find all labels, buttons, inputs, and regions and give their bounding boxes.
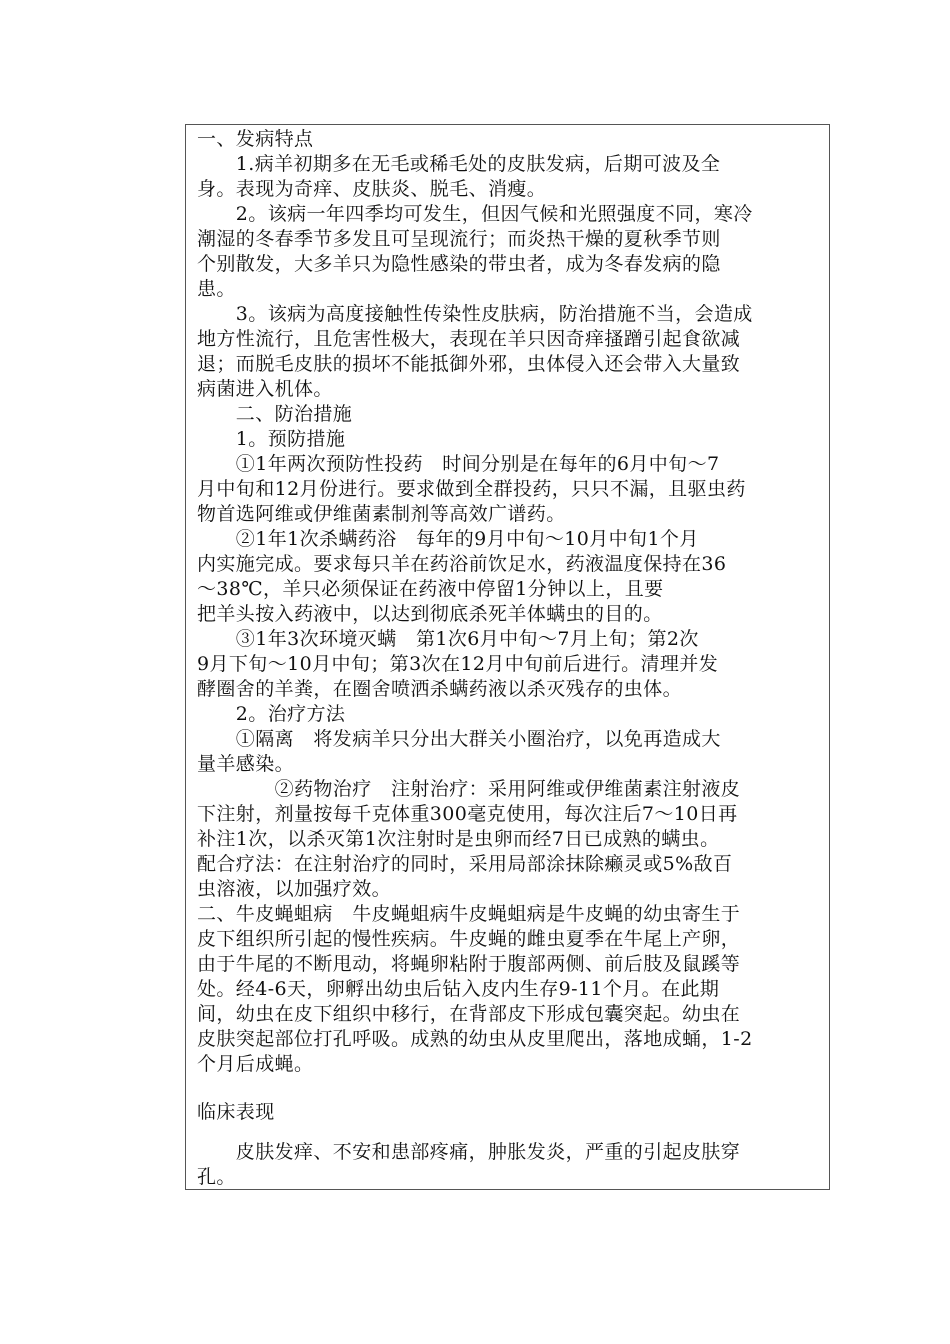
text-line: 量羊感染。 (197, 753, 295, 775)
subsection-heading: 2。治疗方法 (197, 703, 346, 725)
text-line: 配合疗法：在注射治疗的同时，采用局部涂抹除癞灵或5%敌百 (197, 853, 733, 875)
text-line: 由于牛尾的不断甩动，将蝇卵粘附于腹部两侧、前后肢及鼠蹊等 (197, 953, 741, 975)
section-heading: 二、防治措施 (197, 403, 353, 425)
subsection-heading: 1。预防措施 (197, 428, 346, 450)
text-line: 补注1次，以杀灭第1次注射时是虫卵而经7日已成熟的螨虫。 (197, 828, 720, 850)
section-heading: 临床表现 (197, 1101, 275, 1123)
text-line: 处。经4-6天，卵孵出幼虫后钻入皮内生存9-11个月。在此期 (197, 978, 720, 1000)
text-line: ②药物治疗 注射治疗：采用阿维或伊维菌素注射液皮 (197, 778, 741, 800)
text-line: 2。该病一年四季均可发生，但因气候和光照强度不同，寒冷 (197, 203, 753, 225)
text-line: 身。表现为奇痒、皮肤炎、脱毛、消瘦。 (197, 178, 547, 200)
text-line: 病菌进入机体。 (197, 378, 333, 400)
text-line: ～38℃，羊只必须保证在药液中停留1分钟以上，且要 (197, 578, 664, 600)
text-line: ③1年3次环境灭螨 第1次6月中旬～7月上旬；第2次 (197, 628, 699, 650)
text-line: 个月后成蝇。 (197, 1053, 314, 1075)
section-heading-line: 二、牛皮蝇蛆病 牛皮蝇蛆病牛皮蝇蛆病是牛皮蝇的幼虫寄生于 (197, 903, 741, 925)
text-line: 1.病羊初期多在无毛或稀毛处的皮肤发病，后期可波及全 (197, 153, 721, 175)
text-line: ①隔离 将发病羊只分出大群关小圈治疗，以免再造成大 (197, 728, 721, 750)
text-line: 皮肤发痒、不安和患部疼痛，肿胀发炎，严重的引起皮肤穿 (197, 1141, 741, 1163)
text-line: ①1年两次预防性投药 时间分别是在每年的6月中旬～7 (197, 453, 720, 475)
text-line: 潮湿的冬春季节多发且可呈现流行；而炎热干燥的夏秋季节则 (197, 228, 721, 250)
text-line: 地方性流行，且危害性极大，表现在羊只因奇痒搔蹭引起食欲减 (197, 328, 741, 350)
text-line: 9月下旬～10月中旬；第3次在12月中旬前后进行。清理并发 (197, 653, 719, 675)
text-line: 个别散发，大多羊只为隐性感染的带虫者，成为冬春发病的隐 (197, 253, 721, 275)
text-line: 患。 (197, 278, 236, 300)
text-line: 3。该病为高度接触性传染性皮肤病，防治措施不当，会造成 (197, 303, 753, 325)
text-line: 退；而脱毛皮肤的损坏不能抵御外邪，虫体侵入还会带入大量致 (197, 353, 741, 375)
text-line: 酵圈舍的羊粪，在圈舍喷洒杀螨药液以杀灭残存的虫体。 (197, 678, 683, 700)
text-line: 皮下组织所引起的慢性疾病。牛皮蝇的雌虫夏季在牛尾上产卵， (197, 928, 741, 950)
text-line: 间，幼虫在皮下组织中移行，在背部皮下形成包囊突起。幼虫在 (197, 1003, 741, 1025)
text-line: 下注射，剂量按每千克体重300毫克使用，每次注后7～10日再 (197, 803, 738, 825)
text-line: 物首选阿维或伊维菌素制剂等高效广谱药。 (197, 503, 566, 525)
text-line: 孔。 (197, 1166, 236, 1188)
text-line: 皮肤突起部位打孔呼吸。成熟的幼虫从皮里爬出，落地成蛹，1-2 (197, 1028, 753, 1050)
text-line: ②1年1次杀螨药浴 每年的9月中旬～10月中旬1个月 (197, 528, 699, 550)
text-line: 月中旬和12月份进行。要求做到全群投药，只只不漏，且驱虫药 (197, 478, 746, 500)
text-line: 内实施完成。要求每只羊在药浴前饮足水，药液温度保持在36 (197, 553, 727, 575)
text-line: 把羊头按入药液中，以达到彻底杀死羊体螨虫的目的。 (197, 603, 663, 625)
section-heading: 一、发病特点 (197, 128, 314, 150)
text-line: 虫溶液，以加强疗效。 (197, 878, 392, 900)
